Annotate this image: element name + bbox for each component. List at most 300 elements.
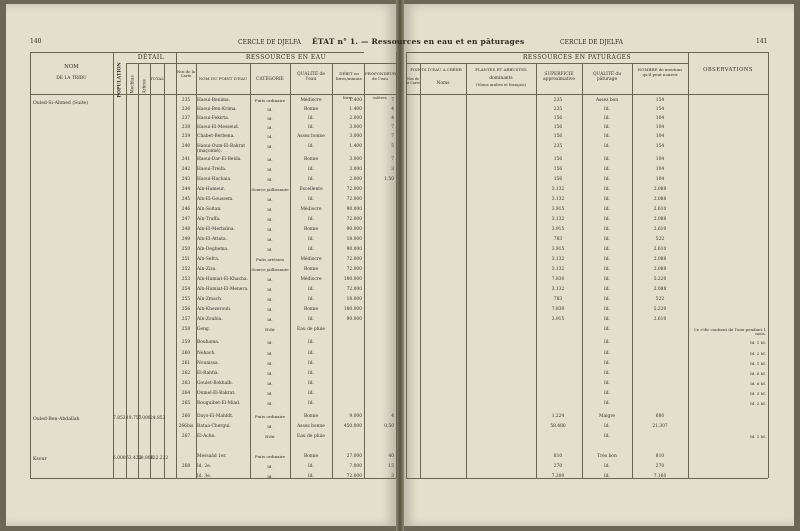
- col-total: TOTAL: [150, 76, 164, 81]
- water-point-name: Haoui-Hachaia.: [197, 177, 232, 182]
- water-point-category: Id.: [267, 207, 273, 212]
- row-number: 244: [181, 187, 191, 192]
- pasture-quality: Id.: [604, 116, 610, 121]
- water-depth: 0,50: [384, 424, 394, 429]
- observation: Id. 2 Id.: [750, 401, 766, 406]
- observation: Id. 6 Id.: [750, 381, 766, 386]
- water-point-category: Id.: [267, 371, 273, 376]
- water-point-name: El-Rahfia.: [197, 371, 219, 376]
- water-quality: Id.: [308, 391, 314, 396]
- water-point-name: Rataa-Chergui.: [197, 424, 231, 429]
- water-quality: Bonne: [303, 157, 319, 162]
- pasture-quality: Id.: [604, 257, 610, 262]
- flow-rate: 18.000: [346, 237, 362, 242]
- sheep-count: 2.610: [653, 207, 667, 212]
- flow-rate: 1.400: [349, 144, 362, 149]
- water-quality: Id.: [308, 287, 314, 292]
- col-nombre-moutons: NOMBRE de moutons qu'il peut nourrir: [637, 67, 683, 77]
- water-point-category: R'dir: [265, 327, 275, 332]
- pasture-quality: Id.: [604, 340, 610, 345]
- col-plantes-sub: dominants: [489, 76, 513, 81]
- water-quality: Bonne: [303, 454, 319, 459]
- water-point-name: El-Achn.: [197, 434, 216, 439]
- flow-rate: 180.000: [343, 307, 362, 312]
- row-number: 249: [181, 237, 191, 242]
- row-number: 256: [181, 307, 191, 312]
- col-detail: DÉTAIL: [137, 54, 165, 61]
- row-number: 265: [181, 401, 191, 406]
- water-point-name: Haoui-Treifa.: [197, 167, 227, 172]
- water-quality: Id.: [308, 297, 314, 302]
- flow-rate: 7.000: [349, 464, 362, 469]
- sheep-count: 5.220: [653, 277, 667, 282]
- pasture-quality: Id.: [604, 197, 610, 202]
- surface-area: 3.915: [551, 317, 565, 322]
- water-quality: Bonne: [303, 414, 319, 419]
- pasture-quality: Id.: [604, 297, 610, 302]
- tribe-total: 122.222: [150, 456, 169, 461]
- flow-rate: 180.000: [343, 277, 362, 282]
- flow-rate: 72.000: [346, 187, 362, 192]
- water-quality: Id.: [308, 237, 314, 242]
- pasture-quality: Id.: [604, 307, 610, 312]
- water-point-name: Aïn-El-Goussem.: [197, 197, 234, 202]
- water-point-name: Nehach.: [197, 351, 216, 356]
- row-number: 264: [181, 391, 191, 396]
- flow-rate: 72.000: [346, 257, 362, 262]
- surface-area: 235: [553, 144, 563, 149]
- water-point-name: Haoui-Oum-El-Bakrat (maçonné).: [197, 144, 245, 154]
- running-head-right: CERCLE DE DJELFA: [560, 39, 624, 46]
- pasture-quality: Id.: [604, 187, 610, 192]
- water-depth: 3: [391, 167, 394, 172]
- tribe-name: Ouled-Si-Ahmed (Suite): [33, 101, 89, 106]
- water-point-category: R'dir: [265, 434, 275, 439]
- surface-area: 58.480: [550, 424, 566, 429]
- water-point-name: Haoui-Ben-Krima.: [197, 107, 237, 112]
- pasture-quality: Très bon: [597, 454, 617, 459]
- pasture-quality: Id.: [604, 424, 610, 429]
- flow-rate: 27.000: [346, 454, 362, 459]
- pasture-quality: Id.: [604, 327, 610, 332]
- water-quality: Médiocre: [300, 257, 322, 262]
- water-point-name: Aïn-Hamiat-El-Khacha.: [197, 277, 248, 282]
- col-plantes-sub2: (Noms arabes et français): [476, 82, 526, 87]
- water-point-category: Id.: [267, 464, 273, 469]
- row-number: 254: [181, 287, 191, 292]
- water-depth: 7: [391, 157, 394, 162]
- water-point-name: Messaâd 1er.: [197, 454, 227, 459]
- water-depth: 4: [391, 414, 394, 419]
- water-point-name: Aïn-Sefra.: [197, 257, 220, 262]
- flow-rate: 72.000: [346, 267, 362, 272]
- flow-rate: 3.000: [349, 134, 362, 139]
- pasture-quality: Id.: [604, 434, 610, 439]
- water-depth: 4: [391, 107, 394, 112]
- sheep-count: 2.610: [653, 247, 667, 252]
- surface-area: 3.132: [551, 217, 565, 222]
- water-quality: Excellente: [299, 187, 323, 192]
- surface-area: 156: [553, 157, 563, 162]
- surface-area: 235: [553, 107, 563, 112]
- water-point-name: Haoui-Dar-El-Beida.: [197, 157, 242, 162]
- water-point-category: Id.: [267, 277, 273, 282]
- water-point-category: Id.: [267, 144, 273, 149]
- water-point-name: Geng.: [197, 327, 211, 332]
- flow-rate: 3.000: [349, 157, 362, 162]
- tribe-population: 7.853: [113, 416, 126, 421]
- surface-area: 783: [553, 237, 563, 242]
- water-point-category: Id.: [267, 157, 273, 162]
- water-quality: Assez bonne: [297, 134, 325, 139]
- water-point-category: Puits artésien: [255, 257, 285, 262]
- tribe-arbres: 5.090: [138, 416, 151, 421]
- water-point-name: Aïn-Hameur.: [197, 187, 225, 192]
- water-point-category: Id.: [267, 107, 273, 112]
- flow-rate: 18.000: [346, 297, 362, 302]
- observation: Id. 1 Id.: [750, 340, 766, 345]
- water-point-name: Rouguibet-El-Miad.: [197, 401, 241, 406]
- water-point-category: Id.: [267, 297, 273, 302]
- surface-area: 1.224: [551, 414, 565, 419]
- water-quality: Bonne: [303, 107, 319, 112]
- sheep-count: 680: [655, 414, 665, 419]
- pasture-quality: Id.: [604, 144, 610, 149]
- col-population: POPULATION: [117, 62, 123, 98]
- surface-area: 7.830: [551, 307, 565, 312]
- water-point-name: Aïn-El-Merhaïna.: [197, 227, 235, 232]
- water-point-category: Id.: [267, 287, 273, 292]
- flow-rate: 72.000: [346, 217, 362, 222]
- water-quality: Id.: [308, 116, 314, 121]
- water-point-category: Id.: [267, 340, 273, 345]
- pasture-quality: Id.: [604, 167, 610, 172]
- sheep-count: 104: [655, 167, 665, 172]
- col-ressources-paturages: RESSOURCES EN PATURAGES: [522, 54, 632, 61]
- flow-rate: 72.000: [346, 287, 362, 292]
- water-quality: Id.: [308, 464, 314, 469]
- row-number: 237: [181, 116, 191, 121]
- col-qualite-eau: QUALITÉ de l'eau: [297, 72, 325, 83]
- flow-rate: 2.000: [349, 177, 362, 182]
- surface-area: 810: [553, 454, 563, 459]
- row-number: 266: [181, 414, 191, 419]
- tribe-mechtas: 63.422: [126, 456, 142, 461]
- running-head-left: CERCLE DE DJELFA: [238, 39, 302, 46]
- row-number: 266bis: [178, 424, 194, 429]
- water-point-name: Haoui-Benima.: [197, 98, 231, 103]
- col-no-carte-2: Nos de la Carte: [406, 77, 420, 85]
- pasture-quality: Id.: [604, 277, 610, 282]
- water-quality: Eau de pluie: [297, 434, 325, 439]
- water-point-name: Haoui-Fekirta.: [197, 116, 230, 121]
- pasture-quality: Id.: [604, 237, 610, 242]
- water-depth: 5: [391, 144, 394, 149]
- water-point-name: Aïn-Traffa.: [197, 217, 221, 222]
- water-point-name: Goulet-Bokhaïb.: [197, 381, 233, 386]
- water-point-name: Chabet-Berbena.: [197, 134, 235, 139]
- water-point-category: Puits ordinaire: [254, 414, 286, 419]
- water-point-category: Id.: [267, 391, 273, 396]
- sheep-count: 104: [655, 134, 665, 139]
- flow-rate: 90.000: [346, 247, 362, 252]
- col-points-creer: POINTS D'EAU A CRÉER: [410, 67, 462, 72]
- water-depth: 7: [391, 134, 394, 139]
- surface-area: 156: [553, 177, 563, 182]
- sheep-count: 2.610: [653, 317, 667, 322]
- row-number: 245: [181, 197, 191, 202]
- water-quality: Id.: [308, 144, 314, 149]
- water-point-category: Source jaillissante: [251, 187, 289, 192]
- flow-rate: 90.000: [346, 227, 362, 232]
- water-point-category: Id.: [267, 381, 273, 386]
- water-quality: Id.: [308, 361, 314, 366]
- row-number: 246: [181, 207, 191, 212]
- row-number: 261: [181, 361, 191, 366]
- pasture-quality: Id.: [604, 401, 610, 406]
- page-number-right: 141: [756, 38, 768, 45]
- flow-rate: 3.000: [349, 167, 362, 172]
- flow-rate: 72.000: [346, 474, 362, 479]
- row-number: 247: [181, 217, 191, 222]
- row-number: 251: [181, 257, 191, 262]
- surface-area: 3.132: [551, 287, 565, 292]
- pasture-quality: Id.: [604, 371, 610, 376]
- col-nom-point: NOM DU POINT D'EAU: [198, 76, 248, 81]
- sheep-count: 104: [655, 125, 665, 130]
- water-point-name: Aïn-Ziza.: [197, 267, 217, 272]
- water-point-category: Id.: [267, 424, 273, 429]
- pasture-quality: Id.: [604, 267, 610, 272]
- pasture-quality: Id.: [604, 361, 610, 366]
- water-quality: Id.: [308, 340, 314, 345]
- tribe-mechtas: 19.757: [126, 416, 142, 421]
- water-quality: Médiocre: [300, 207, 322, 212]
- surface-area: 3.132: [551, 257, 565, 262]
- row-number: 263: [181, 381, 191, 386]
- tribe-name: Ksour: [33, 457, 47, 462]
- water-depth: 3: [391, 474, 394, 479]
- flow-rate: 1.400: [349, 98, 362, 103]
- observation: Id. 6 Id.: [750, 371, 766, 376]
- tribe-name: Ouled-Ben-Abdallah: [33, 417, 80, 422]
- water-depth: 1,50: [384, 177, 394, 182]
- water-quality: Id.: [308, 125, 314, 130]
- water-quality: Bonne: [303, 227, 319, 232]
- sheep-count: 522: [655, 297, 665, 302]
- col-debit: DÉBIT en litres/minute: [335, 71, 363, 81]
- surface-area: 270: [553, 464, 563, 469]
- col-no-carte: Nos de la Carte: [176, 69, 196, 79]
- water-point-category: Puits ordinaire: [254, 98, 286, 103]
- sheep-count: 104: [655, 177, 665, 182]
- water-quality: Id.: [308, 381, 314, 386]
- row-number: 241: [181, 157, 191, 162]
- sheep-count: 21.307: [652, 424, 668, 429]
- row-number: 248: [181, 227, 191, 232]
- water-point-name: Aïn-Zoubia.: [197, 317, 223, 322]
- water-point-category: Id.: [267, 227, 273, 232]
- water-depth: 7: [391, 98, 394, 103]
- row-number: 267: [181, 434, 191, 439]
- sheep-count: 2.088: [653, 287, 667, 292]
- row-number: 252: [181, 267, 191, 272]
- col-categorie: CATÉGORIE: [256, 77, 284, 82]
- row-number: 242: [181, 167, 191, 172]
- surface-area: 7.200: [551, 474, 565, 479]
- flow-rate: 9.000: [349, 414, 362, 419]
- pasture-quality: Id.: [604, 217, 610, 222]
- water-point-name: Nounissa.: [197, 361, 220, 366]
- water-depth: 15: [388, 464, 394, 469]
- surface-area: 156: [553, 167, 563, 172]
- pasture-quality: Id.: [604, 125, 610, 130]
- book-gutter: [396, 0, 404, 531]
- water-point-name: Haoui-El-Messeud.: [197, 125, 240, 130]
- row-number: 250: [181, 247, 191, 252]
- row-number: 240: [181, 144, 191, 149]
- pasture-quality: Id.: [604, 287, 610, 292]
- water-point-category: Id.: [267, 217, 273, 222]
- pasture-quality: Id.: [604, 157, 610, 162]
- col-profondeur: PROFONDEUR de l'eau: [365, 71, 397, 81]
- water-quality: Bonne: [303, 307, 319, 312]
- water-point-category: Id.: [267, 116, 273, 121]
- row-number: 258: [181, 327, 191, 332]
- water-quality: Id.: [308, 401, 314, 406]
- col-noms: Noms: [436, 81, 450, 86]
- col-nom-sub: DE LA TRIBU: [56, 76, 87, 81]
- surface-area: 3.915: [551, 207, 565, 212]
- sheep-count: 104: [655, 116, 665, 121]
- unit-profondeur: mètres: [373, 95, 387, 100]
- surface-area: 3.915: [551, 247, 565, 252]
- water-point-category: Id.: [267, 361, 273, 366]
- sheep-count: 2.088: [653, 197, 667, 202]
- row-number: 238: [181, 125, 191, 130]
- col-superficie: SUPERFICIE approximative: [543, 72, 575, 83]
- surface-area: 783: [553, 297, 563, 302]
- water-quality: Assez bonne: [297, 424, 325, 429]
- water-depth: 40: [388, 454, 394, 459]
- water-quality: Médiocre: [300, 98, 322, 103]
- tribe-population: 6.000: [113, 456, 126, 461]
- water-point-category: Id.: [267, 401, 273, 406]
- sheep-count: 2.610: [653, 227, 667, 232]
- sheep-count: 2.088: [653, 187, 667, 192]
- pasture-quality: Id.: [604, 464, 610, 469]
- tribe-total: 24.853: [150, 416, 166, 421]
- left-page: [6, 4, 398, 526]
- observation: Ce r'dir contient de l'eau pendant 1 mois.: [693, 327, 766, 337]
- pasture-quality: Id.: [604, 381, 610, 386]
- water-quality: Id.: [308, 474, 314, 479]
- water-point-name: Id. 2e.: [197, 464, 212, 469]
- col-observations: OBSERVATIONS: [703, 67, 753, 73]
- flow-rate: 1.400: [349, 107, 362, 112]
- surface-area: 156: [553, 134, 563, 139]
- water-point-category: Id.: [267, 237, 273, 242]
- surface-area: 156: [553, 125, 563, 130]
- row-number: 239: [181, 134, 191, 139]
- pasture-quality: Id.: [604, 391, 610, 396]
- col-nom: NOM: [64, 64, 79, 70]
- surface-area: 3.132: [551, 187, 565, 192]
- water-quality: Id.: [308, 167, 314, 172]
- water-point-name: Aïn-El-Attata.: [197, 237, 227, 242]
- water-point-category: Id.: [267, 197, 273, 202]
- flow-rate: 3.000: [349, 125, 362, 130]
- pasture-quality: Assez bon: [595, 98, 619, 103]
- water-quality: Eau de pluie: [297, 327, 325, 332]
- water-point-name: Aïn-Soltan.: [197, 207, 222, 212]
- row-number: 235: [181, 98, 191, 103]
- row-number: 259: [181, 340, 191, 345]
- row-number: 260: [181, 351, 191, 356]
- pasture-quality: Id.: [604, 317, 610, 322]
- surface-area: 3.915: [551, 227, 565, 232]
- pasture-quality: Id.: [604, 177, 610, 182]
- water-point-category: Id.: [267, 307, 273, 312]
- water-quality: Médiocre: [300, 277, 322, 282]
- water-point-name: Aïn-Zmach.: [197, 297, 223, 302]
- sheep-count: 522: [655, 237, 665, 242]
- flow-rate: 2.000: [349, 116, 362, 121]
- sheep-count: 104: [655, 157, 665, 162]
- sheep-count: 154: [655, 98, 665, 103]
- pasture-quality: Id.: [604, 247, 610, 252]
- sheep-count: 5.220: [653, 307, 667, 312]
- water-point-name: Aïn-Khezerouh.: [197, 307, 232, 312]
- surface-area: 156: [553, 116, 563, 121]
- col-plantes: PLANTES ET ARBUSTES: [475, 67, 527, 72]
- flow-rate: 90.000: [346, 207, 362, 212]
- water-quality: Id.: [308, 317, 314, 322]
- pasture-quality: Id.: [604, 227, 610, 232]
- water-quality: Id.: [308, 217, 314, 222]
- sheep-count: 154: [655, 144, 665, 149]
- surface-area: 235: [553, 98, 563, 103]
- water-point-category: Id.: [267, 351, 273, 356]
- flow-rate: 72.000: [346, 197, 362, 202]
- row-number: 268: [181, 464, 191, 469]
- water-point-name: Aïn-Deghema.: [197, 247, 229, 252]
- water-quality: Id.: [308, 351, 314, 356]
- water-point-name: Dayo-El-Mahfdt.: [197, 414, 234, 419]
- water-point-category: Source jaillissante: [251, 267, 289, 272]
- water-point-category: Id.: [267, 474, 273, 479]
- pasture-quality: Id.: [604, 474, 610, 479]
- pasture-quality: Maigre: [598, 414, 616, 419]
- observation: Id. 1 Id.: [750, 434, 766, 439]
- observation: Id. 2 Id.: [750, 351, 766, 356]
- water-point-category: Id.: [267, 177, 273, 182]
- water-quality: Id.: [308, 177, 314, 182]
- water-quality: Bonne: [303, 267, 319, 272]
- sheep-count: 7.160: [653, 474, 667, 479]
- col-qualite-paturage: QUALITÉ du pâturage: [592, 72, 622, 83]
- sheep-count: 270: [655, 464, 665, 469]
- table-title: ÉTAT n° 1. — Ressources en eau et en pâturages: [312, 37, 525, 46]
- flow-rate: 450.000: [343, 424, 362, 429]
- col-ressources-eau: RESSOURCES EN EAU: [245, 54, 327, 61]
- row-number: 243: [181, 177, 191, 182]
- water-point-category: Puits ordinaire: [254, 454, 286, 459]
- water-depth: 4: [391, 116, 394, 121]
- water-point-name: Aïn-Hamiat-El-Menera.: [197, 287, 249, 292]
- surface-area: 3.132: [551, 197, 565, 202]
- row-number: 253: [181, 277, 191, 282]
